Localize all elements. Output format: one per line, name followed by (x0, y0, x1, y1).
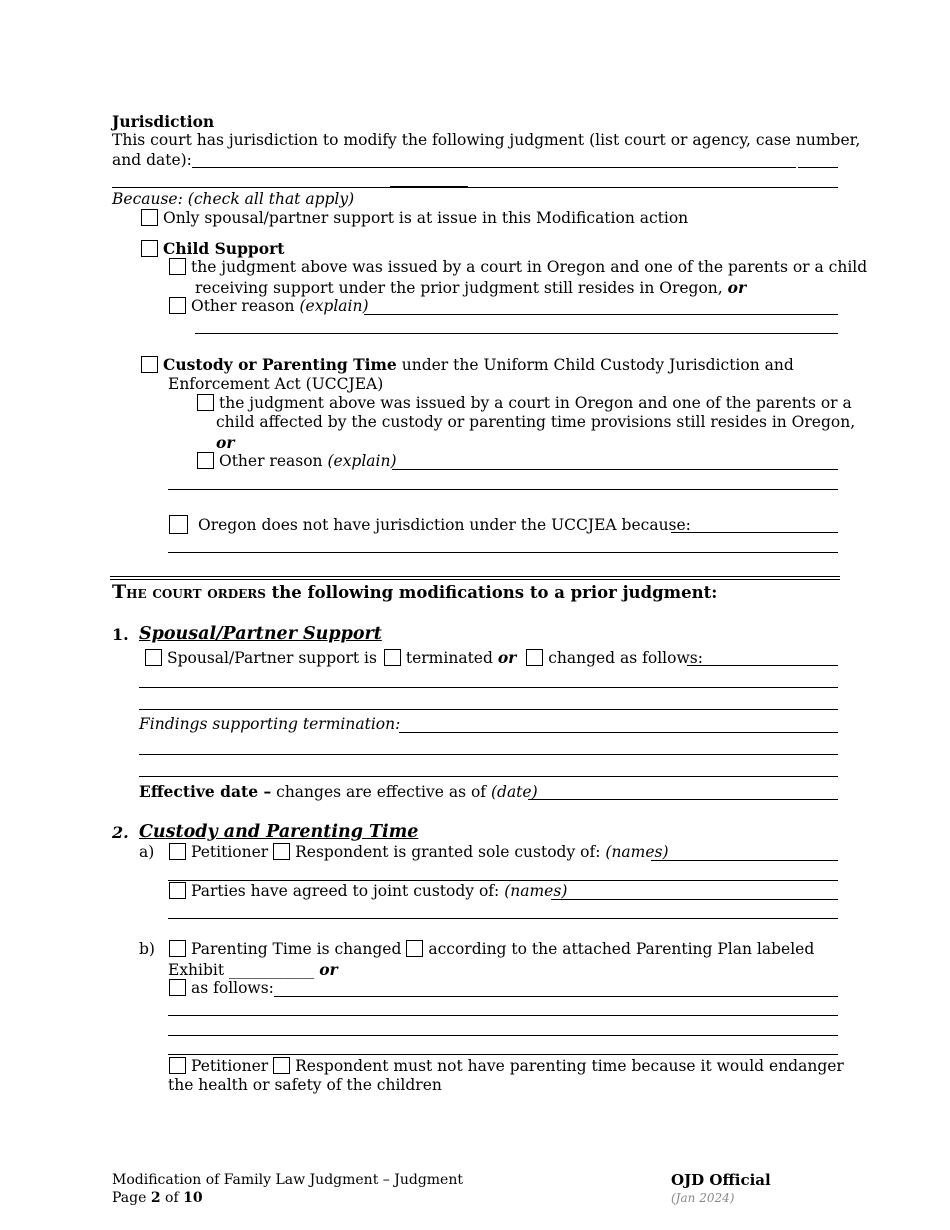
no-jurisdiction-row (169, 515, 691, 535)
section2-number: 2. (112, 823, 129, 842)
footer-doc-title: Modification of Family Law Judgment – Judgment (112, 1172, 463, 1188)
changed-line-2[interactable] (139, 687, 838, 688)
as-follows-line-4[interactable] (168, 1054, 838, 1055)
section-divider-bottom (110, 579, 840, 580)
joint-custody-checkbox[interactable] (169, 882, 186, 899)
section1-title: Spousal/Partner Support (139, 624, 382, 644)
cs-opt1-row (169, 258, 867, 277)
section2-title: Custody and Parenting Time (139, 822, 419, 842)
footer-page (112, 1189, 203, 1207)
judgment-info-line[interactable] (192, 167, 796, 168)
judgment-info-short-line (390, 186, 468, 187)
sub-b-label: b) (139, 940, 155, 958)
findings-line-3[interactable] (139, 776, 838, 777)
pt-changed-checkbox[interactable] (169, 940, 186, 957)
sole-custody-line-2[interactable] (168, 880, 838, 881)
support-status-row (145, 648, 703, 668)
because-hint: (check all that apply) (187, 190, 355, 208)
custody-other-line[interactable] (392, 469, 838, 470)
support-is-label: Spousal/Partner support is (167, 649, 377, 667)
cs-or: or (727, 278, 747, 297)
custody-other-line-2[interactable] (168, 489, 838, 490)
custody-other-row (197, 452, 397, 471)
changed-line[interactable] (687, 665, 838, 666)
court-orders-big-letter: T (112, 581, 127, 603)
cs-other-checkbox[interactable] (169, 297, 186, 314)
custody-line2: Enforcement Act (UCCJEA) (168, 375, 384, 393)
sub-a-label: a) (139, 843, 155, 861)
effective-date-hint: (date) (490, 783, 538, 801)
findings-line[interactable] (399, 732, 838, 733)
footer-page-num: 2 (150, 1190, 161, 1206)
cs-opt1-line2-row (195, 278, 746, 298)
no-pt-line2: the health or safety of the children (168, 1076, 442, 1094)
effective-date-text: changes are effective as of (276, 783, 487, 801)
no-jurisdiction-line-2[interactable] (168, 552, 838, 553)
sole-petitioner-checkbox[interactable] (169, 843, 186, 860)
judgment-info-line-2[interactable] (112, 187, 838, 188)
footer-page-of: of (165, 1190, 179, 1206)
changed-label: changed as follows: (548, 649, 703, 667)
effective-date-line[interactable] (528, 799, 838, 800)
terminated-checkbox[interactable] (384, 649, 401, 666)
findings-label: Findings supporting termination: (139, 715, 401, 733)
support-or: or (497, 648, 517, 667)
sole-names-hint: (names) (605, 843, 669, 861)
cs-opt1-line2: receiving support under the prior judgment still resides in Oregon, (195, 279, 723, 297)
no-pt-petitioner-label: Petitioner (191, 1057, 269, 1075)
pt-changed-label: Parenting Time is changed (191, 940, 402, 958)
custody-other-checkbox[interactable] (197, 452, 214, 469)
joint-names-hint: (names) (504, 882, 568, 900)
cs-explain-hint: (explain) (299, 297, 369, 315)
custody-label: Custody or Parenting Time (163, 355, 397, 374)
no-pt-respondent-label: Respondent must not have parenting time because it would endanger (295, 1057, 844, 1075)
spousal-only-label: Only spousal/partner support is at issue in this Modification action (163, 209, 689, 227)
court-orders-heading (112, 581, 717, 604)
as-follows-line[interactable] (274, 996, 838, 997)
judgment-info-line-end[interactable] (798, 167, 838, 168)
custody-label-rest: under the Uniform Child Custody Jurisdiction and (401, 356, 794, 374)
court-orders-small-caps: he court orders (126, 583, 266, 602)
spousal-only-checkbox[interactable] (141, 209, 158, 226)
custody-explain-hint: (explain) (327, 452, 397, 470)
child-support-checkbox[interactable] (141, 240, 158, 257)
as-follows-line-3[interactable] (168, 1035, 838, 1036)
cs-opt1-line1: the judgment above was issued by a court in Oregon and one of the parents or a child (191, 258, 868, 276)
cs-other-label: Other reason (191, 297, 295, 315)
custody-or: or (216, 433, 235, 452)
cs-other-line-2[interactable] (195, 333, 838, 334)
custody-opt1-checkbox[interactable] (197, 394, 214, 411)
as-follows-line-2[interactable] (168, 1015, 838, 1016)
exhibit-or: or (319, 960, 338, 979)
joint-custody-label: Parties have agreed to joint custody of: (191, 882, 500, 900)
sole-custody-row (169, 843, 669, 862)
spousal-only-row (141, 209, 688, 228)
sole-respondent-label: Respondent is granted sole custody of: (295, 843, 601, 861)
joint-custody-line-2[interactable] (168, 918, 838, 919)
changed-checkbox[interactable] (526, 649, 543, 666)
no-pt-petitioner-checkbox[interactable] (169, 1057, 186, 1074)
sole-custody-line[interactable] (651, 860, 838, 861)
footer-official: OJD Official (671, 1171, 771, 1189)
effective-date-label: Effective date – (139, 782, 272, 801)
footer-page-prefix: Page (112, 1190, 147, 1206)
as-follows-label: as follows: (191, 979, 274, 997)
jurisdiction-title: Jurisdiction (112, 112, 215, 131)
footer-page-total: 10 (183, 1190, 203, 1206)
no-jurisdiction-checkbox[interactable] (169, 515, 188, 534)
child-support-row (141, 239, 284, 258)
jurisdiction-intro-line2: and date): (112, 151, 192, 169)
sole-respondent-checkbox[interactable] (273, 843, 290, 860)
jurisdiction-intro-line1: This court has jurisdiction to modify the following judgment (list court or agency, case number, (112, 131, 861, 149)
no-jurisdiction-line[interactable] (671, 532, 838, 533)
joint-custody-line[interactable] (551, 899, 838, 900)
parenting-time-row (169, 940, 814, 959)
custody-row (141, 355, 794, 375)
no-jurisdiction-label: Oregon does not have jurisdiction under the UCCJEA because: (198, 516, 691, 534)
child-support-label: Child Support (163, 239, 285, 258)
custody-opt1-row (197, 394, 852, 413)
cs-opt1-checkbox[interactable] (169, 258, 186, 275)
changed-line-3[interactable] (139, 709, 838, 710)
pt-plan-label: according to the attached Parenting Plan labeled (428, 940, 815, 958)
findings-line-2[interactable] (139, 754, 838, 755)
pt-plan-checkbox[interactable] (406, 940, 423, 957)
exhibit-row (168, 960, 338, 980)
section1-number: 1. (112, 625, 129, 644)
exhibit-field[interactable]: Exhibit ___________ (168, 961, 315, 979)
cs-other-line[interactable] (364, 314, 838, 315)
because-label: Because (112, 190, 178, 208)
court-orders-rest: the following modifications to a prior judgment: (271, 583, 718, 602)
custody-opt1-line1: the judgment above was issued by a court in Oregon and one of the parents or a (219, 394, 852, 412)
cs-other-row (169, 297, 369, 316)
joint-custody-row (169, 882, 567, 901)
support-checkbox[interactable] (145, 649, 162, 666)
custody-other-label: Other reason (219, 452, 323, 470)
custody-checkbox[interactable] (141, 356, 158, 373)
effective-date-row (139, 782, 538, 802)
custody-opt1-line2: child affected by the custody or parenting time provisions still resides in Oregon, (216, 413, 856, 431)
terminated-label: terminated (405, 649, 493, 667)
as-follows-checkbox[interactable] (169, 979, 186, 996)
sole-petitioner-label: Petitioner (191, 843, 269, 861)
section-divider-top (110, 576, 840, 577)
because-line: Because: (check all that apply) (112, 190, 355, 208)
footer-date: (Jan 2024) (671, 1191, 735, 1205)
no-parenting-time-row (169, 1057, 844, 1076)
no-pt-respondent-checkbox[interactable] (273, 1057, 290, 1074)
as-follows-row (169, 979, 274, 998)
